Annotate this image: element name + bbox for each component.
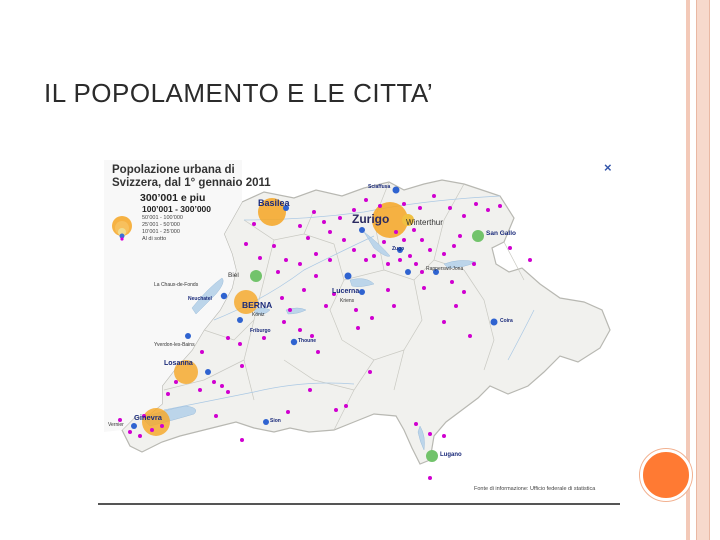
legend-class-3: 50’001 - 100’000 <box>142 215 183 221</box>
city-label-basel: Basilea <box>258 198 290 208</box>
city-label-thun: Thoune <box>298 338 317 344</box>
legend-class-6: Al di sotto <box>142 236 167 242</box>
city-label-lausanne: Losanna <box>164 360 193 367</box>
city-label-fribourg: Friburgo <box>250 328 271 334</box>
city-label-zurich: Zurigo <box>352 212 390 226</box>
city-label-yverdon: Yverdon-les-Bains <box>154 342 195 348</box>
legend-title-line1: Popolazione urbana di <box>112 164 235 176</box>
map-underline <box>98 503 620 505</box>
legend-class-4: 25’001 - 50’000 <box>142 222 180 228</box>
city-label-bern: BERNA <box>242 300 273 310</box>
city-label-vernier: Vernier <box>108 422 124 428</box>
city-label-schaffhausen: Sciaffusa <box>368 184 391 190</box>
urban-population-map <box>104 160 618 500</box>
slide-title: IL POPOLAMENTO E LE CITTA’ <box>44 78 434 108</box>
decorative-side-stripe <box>696 0 710 540</box>
legend-title-line2: Svizzera, dal 1° gennaio 2011 <box>112 177 271 189</box>
legend-class-2: 100’001 - 300’000 <box>142 204 212 214</box>
city-label-chauxdefonds: La Chaux-de-Fonds <box>154 282 199 288</box>
legend-class-5: 10’001 - 25’000 <box>142 229 180 235</box>
city-label-rapperswil: Rapperswil-Jona <box>426 266 464 272</box>
city-label-biel: Biel <box>228 272 239 279</box>
city-label-kriens: Kriens <box>340 298 355 304</box>
city-label-luzern: Lucerna <box>332 288 360 295</box>
city-label-winterthur: Winterthur <box>406 218 443 227</box>
map-legend <box>112 164 271 190</box>
decorative-orange-circle <box>640 449 692 501</box>
city-label-neuchatel: Neuchatel <box>188 296 212 302</box>
map-source-credit: Fonte di informazione: Ufficio federale di statistica <box>474 486 596 492</box>
city-label-sion: Sion <box>270 418 281 424</box>
legend-class-1: 300’001 e piu <box>140 192 206 204</box>
close-map-button[interactable]: × <box>604 160 612 175</box>
city-label-koniz: Köniz <box>252 312 265 318</box>
city-label-chur: Coira <box>500 318 513 324</box>
city-label-lugano: Lugano <box>440 452 462 458</box>
city-label-stgallen: San Gallo <box>486 230 516 237</box>
city-label-geneva: Ginevra <box>134 413 162 422</box>
city-label-zug: Zugo <box>392 246 405 252</box>
